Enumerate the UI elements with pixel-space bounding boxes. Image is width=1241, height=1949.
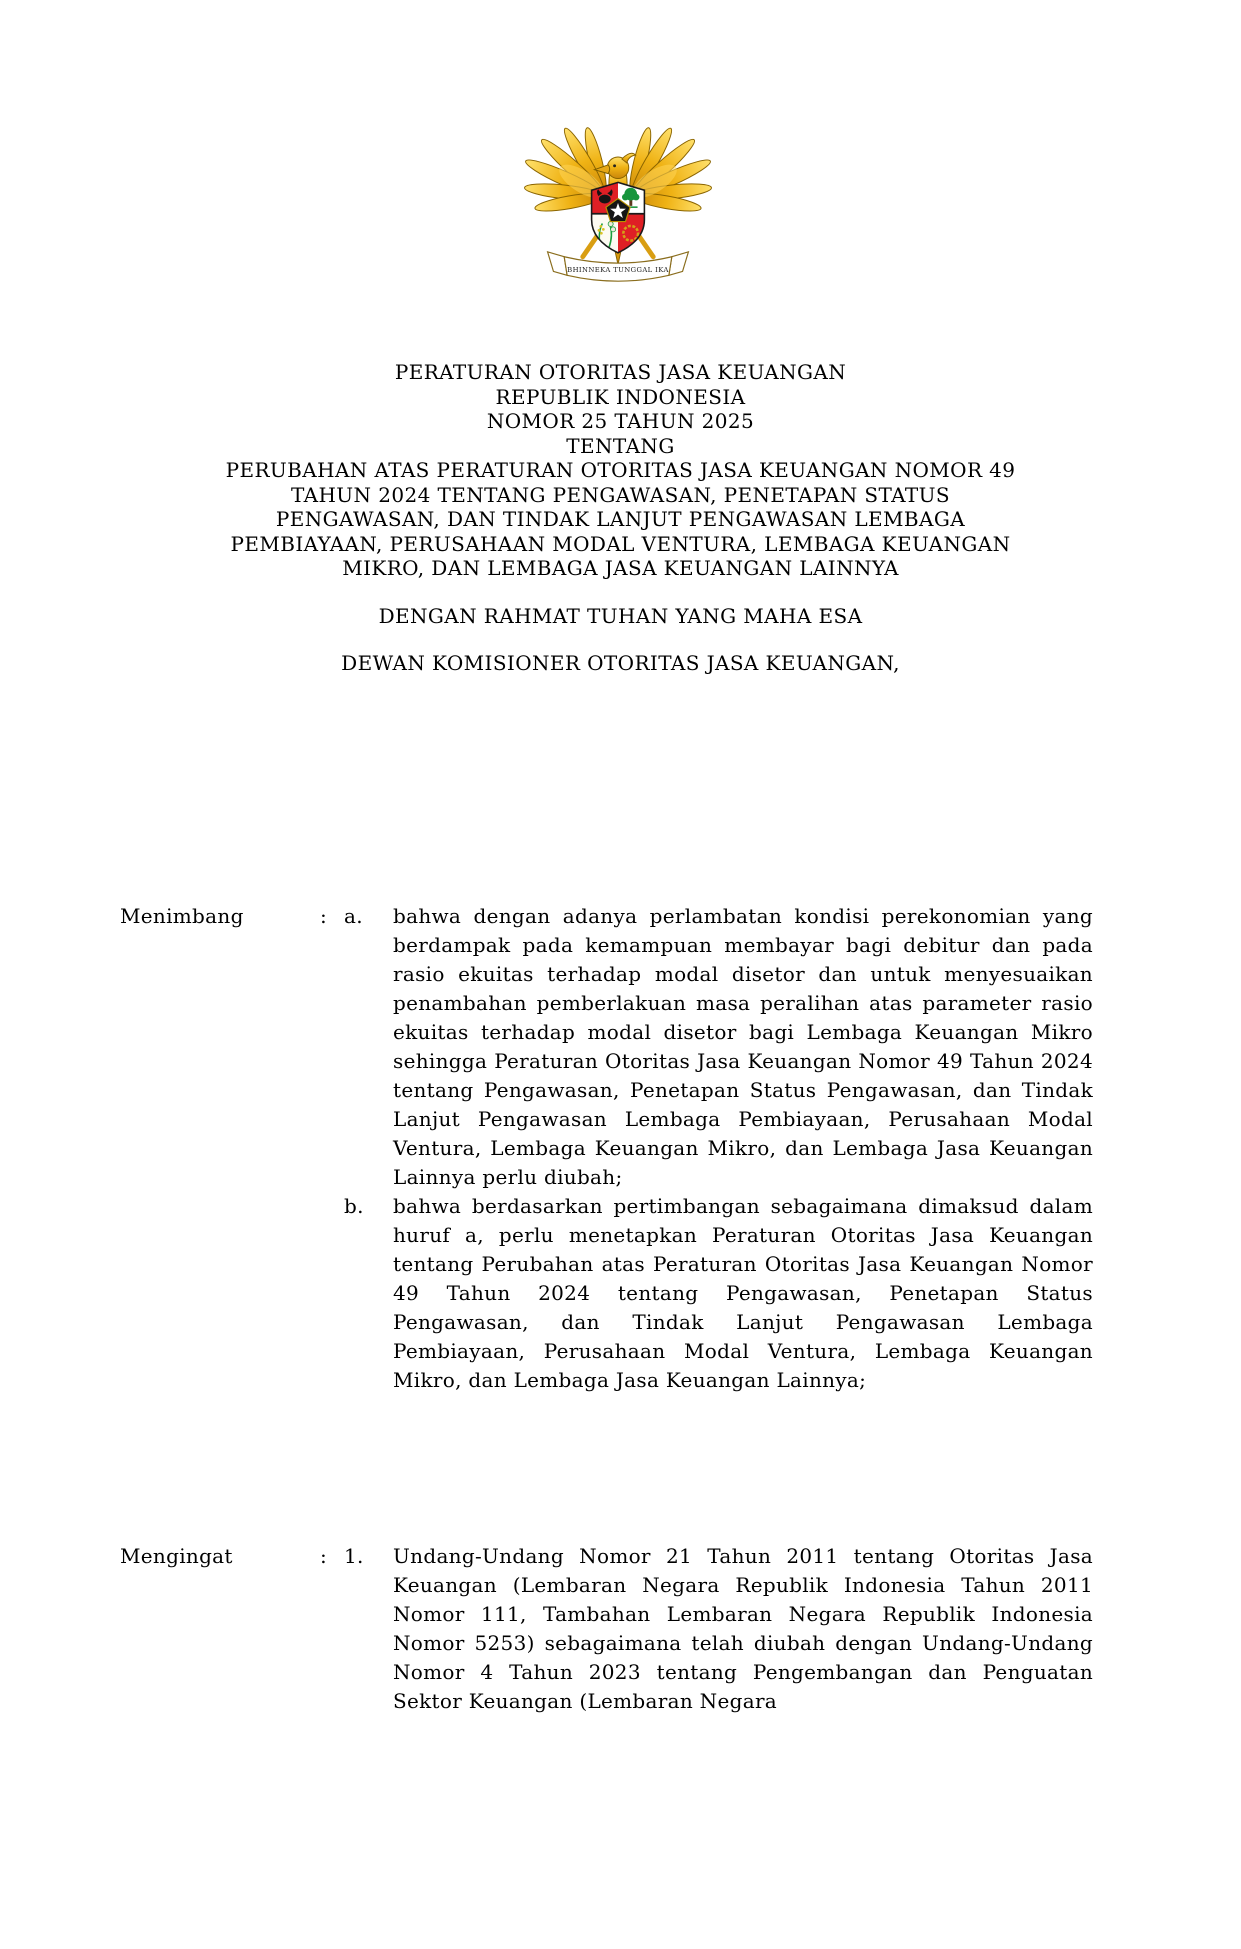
title-line: PERUBAHAN ATAS PERATURAN OTORITAS JASA KEUANGAN NOMOR 49 <box>225 458 1016 482</box>
title-line: NOMOR 25 TAHUN 2025 <box>486 409 755 433</box>
title-line: REPUBLIK INDONESIA <box>495 384 746 409</box>
title-line: PENGAWASAN, DAN TINDAK LANJUT PENGAWASAN LEMBAGA <box>275 507 966 531</box>
section-label-mengingat: Mengingat <box>120 1544 233 1568</box>
item-text: Undang-Undang Nomor 21 Tahun 2011 tentang Otoritas Jasa Keuangan (Lembaran Negara Republik Indonesia Tahun 2011 Nomor 111, Tambahan Lembaran Negara Republik Indonesia Nomor 5253) sebagaimana telah diubah dengan Undang-Undang Nomor 4 Tahun 2023 tentang Pengembangan dan Penguatan Sektor Keuangan (Lembaran Negara <box>393 1544 1093 1713</box>
list-item <box>344 1542 1093 1716</box>
list-item <box>344 902 1093 1192</box>
title-line: TAHUN 2024 TENTANG PENGAWASAN, PENETAPAN STATUS <box>290 482 951 507</box>
title-line: TENTANG <box>566 433 675 458</box>
section-label-menimbang: Menimbang <box>120 904 244 928</box>
item-marker: 1. <box>344 1544 364 1568</box>
garuda-eye <box>613 164 616 167</box>
section-mengingat <box>120 1542 1093 1716</box>
section-colon: : <box>320 1544 328 1568</box>
item-marker: b. <box>344 1194 364 1218</box>
section-menimbang <box>120 902 1093 1395</box>
section-colon: : <box>320 904 328 928</box>
document-title-block <box>120 360 1121 581</box>
title-line: PEMBIAYAAN, PERUSAHAAN MODAL VENTURA, LEMBAGA KEUANGAN <box>230 531 1011 556</box>
item-text: bahwa berdasarkan pertimbangan sebagaimana dimaksud dalam huruf a, perlu menetapkan Peraturan Otoritas Jasa Keuangan tentang Perubahan atas Peraturan Otoritas Jasa Keuangan Nomor 49 Tahun 2024 tentang Pengawasan, Penetapan Status Pengawasan, dan Tindak Lanjut Pengawasan Lembaga Pembiayaan, Perusahaan Modal Ventura, Lembaga Keuangan Mikro, dan Lembaga Jasa Keuangan Lainnya; <box>393 1194 1093 1392</box>
mengingat-items <box>344 1542 1093 1716</box>
menimbang-items <box>344 902 1093 1395</box>
item-text: bahwa dengan adanya perlambatan kondisi perekonomian yang berdampak pada kemampuan membayar bagi debitur dan pada rasio ekuitas terhadap modal disetor dan untuk menyesuaikan penambahan pemberlakuan masa peralihan atas parameter rasio ekuitas terhadap modal disetor bagi Lembaga Keuangan Mikro sehingga Peraturan Otoritas Jasa Keuangan Nomor 49 Tahun 2024 tentang Pengawasan, Penetapan Status Pengawasan, dan Tindak Lanjut Pengawasan Lembaga Pembiayaan, Perusahaan Modal Ventura, Lembaga Keuangan Mikro, dan Lembaga Jasa Keuangan Lainnya perlu diubah; <box>393 904 1093 1189</box>
authority-line: DEWAN KOMISIONER OTORITAS JASA KEUANGAN, <box>341 651 900 675</box>
title-line: MIKRO, DAN LEMBAGA JASA KEUANGAN LAINNYA <box>342 556 899 580</box>
list-item <box>344 1192 1093 1395</box>
emblem-motto: BHINNEKA TUNGGAL IKA <box>567 265 669 274</box>
garuda-pancasila-icon <box>520 112 716 290</box>
invocation-line: DENGAN RAHMAT TUHAN YANG MAHA ESA <box>378 604 863 628</box>
garuda-pancasila-emblem <box>520 112 716 290</box>
item-marker: a. <box>344 904 363 928</box>
pancasila-shield <box>592 182 645 252</box>
title-line: PERATURAN OTORITAS JASA KEUANGAN <box>394 360 847 384</box>
